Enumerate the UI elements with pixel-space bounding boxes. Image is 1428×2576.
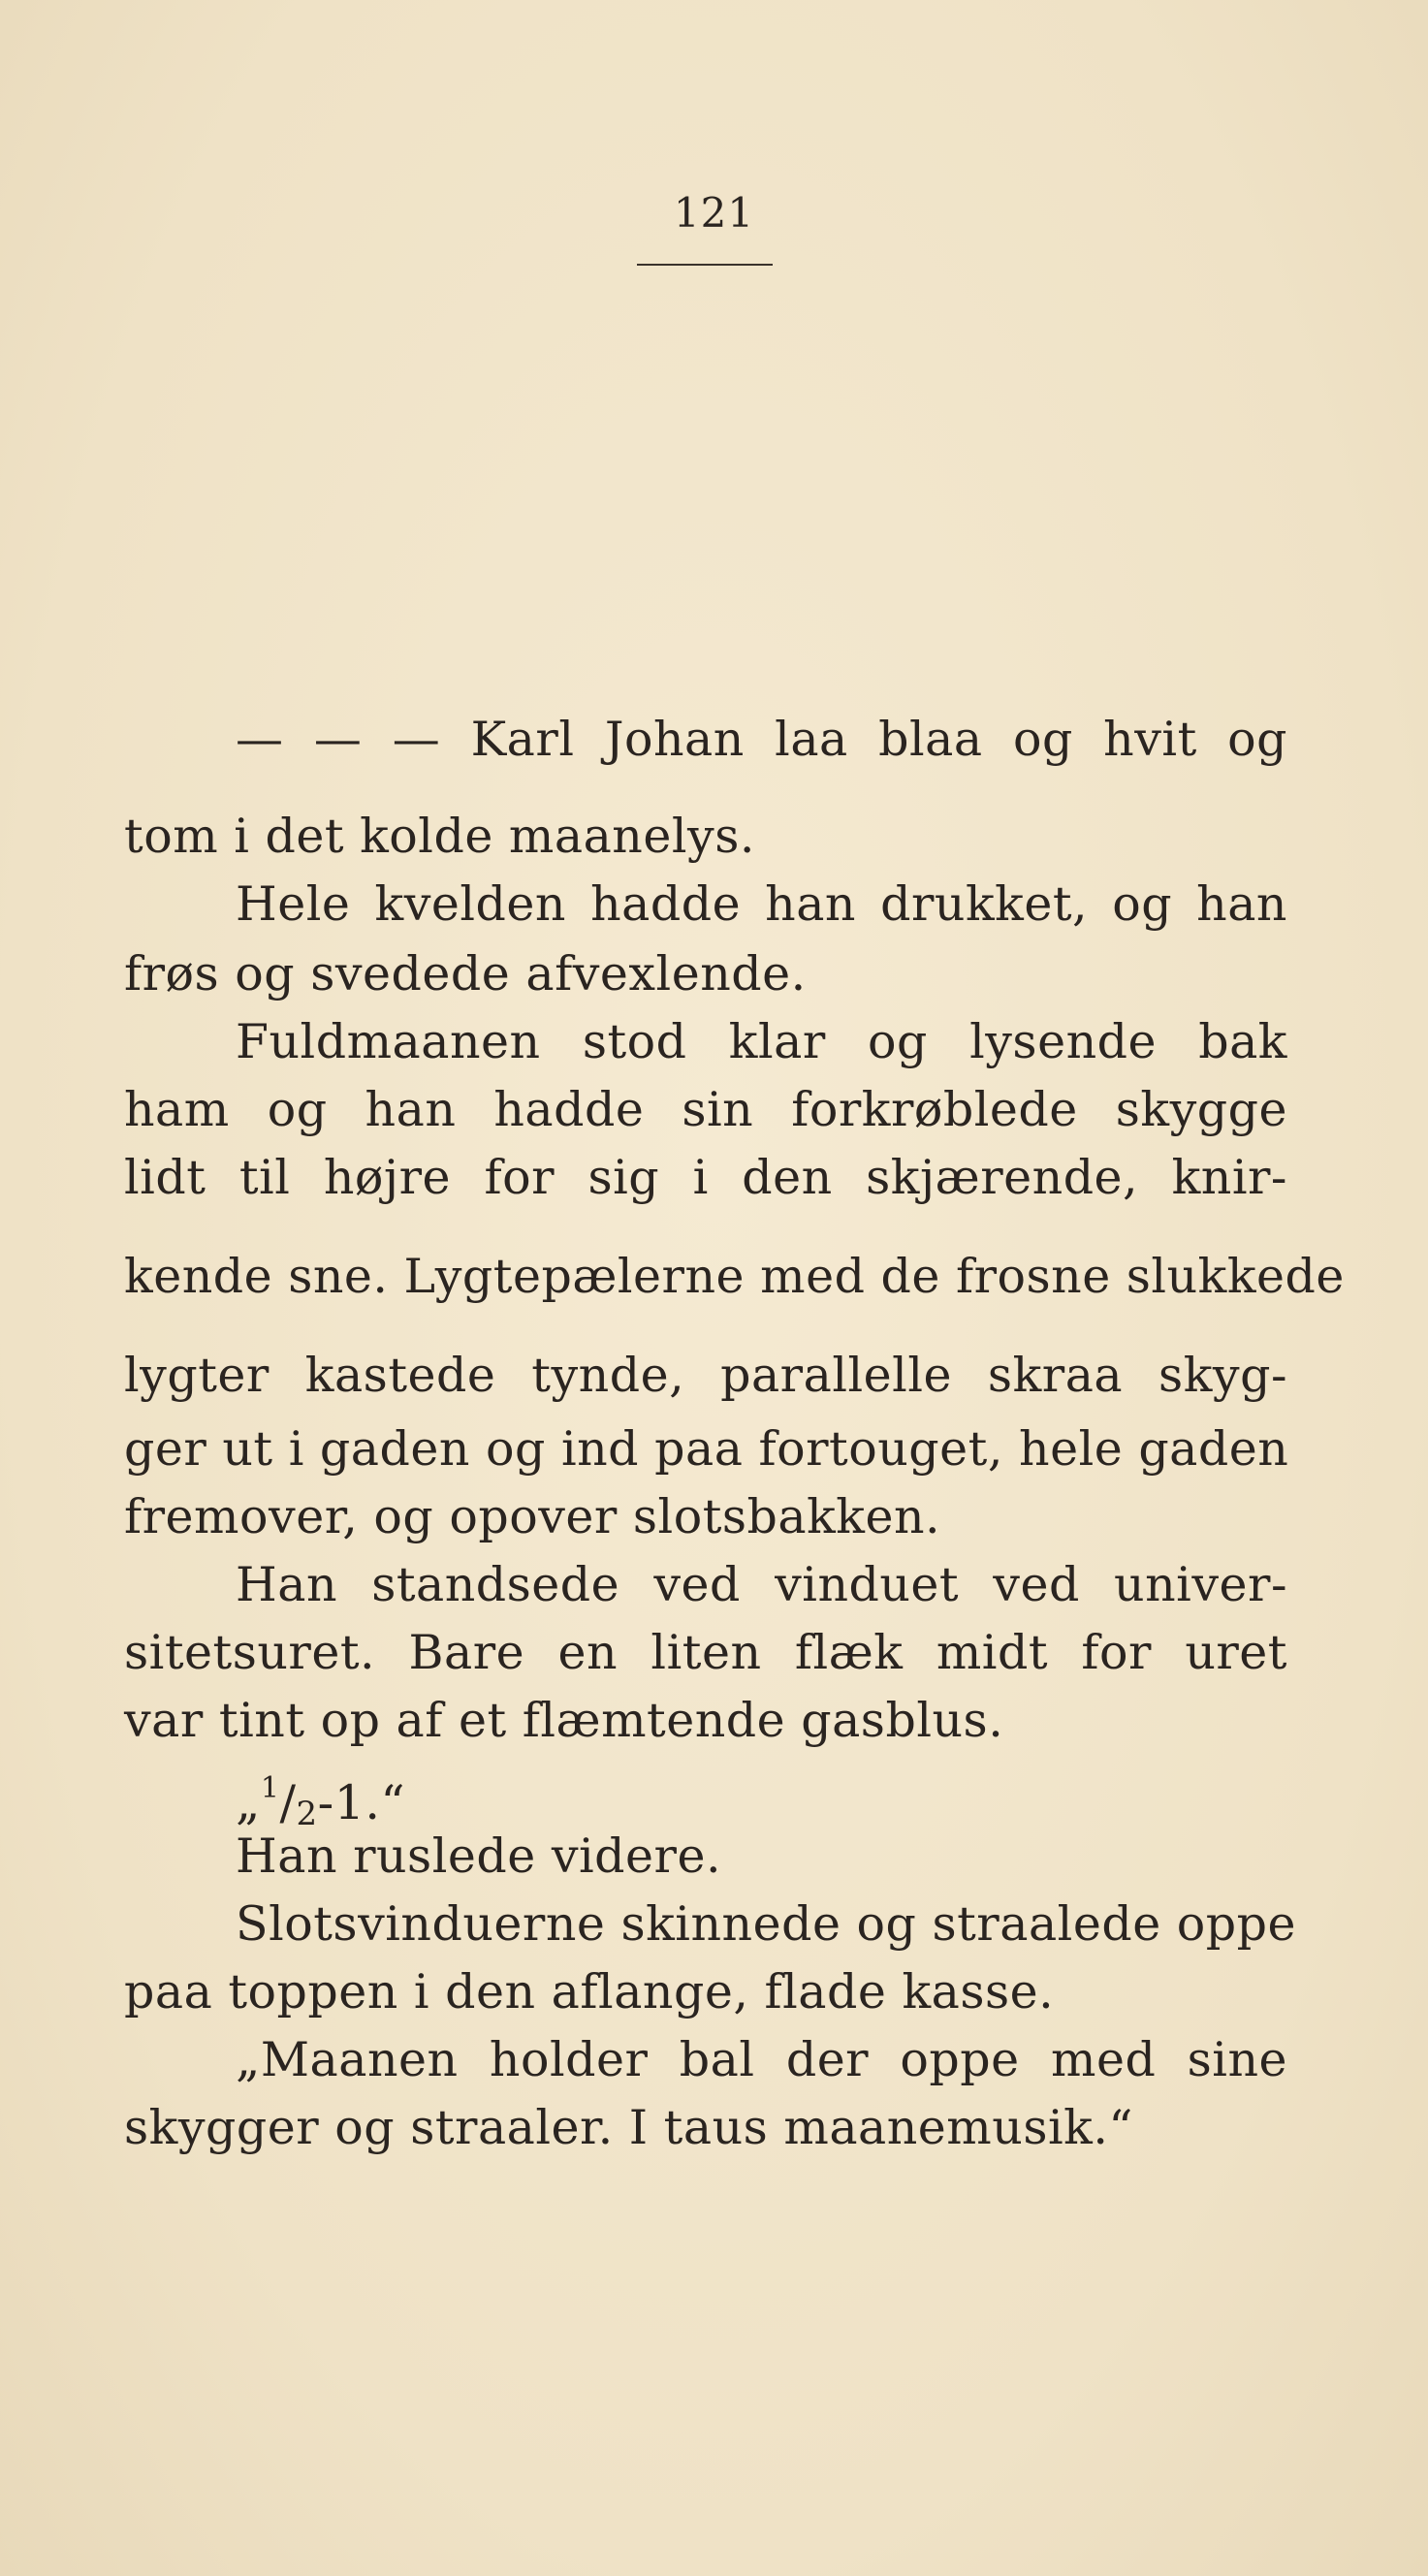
page-number: 121 [673, 189, 755, 237]
quote-open: „ [236, 1775, 261, 1830]
text-line: ger ut i gaden og ind paa fortouget, hele gaden [124, 1421, 1289, 1477]
text-line: skygger og straaler. I taus maanemusik.“ [124, 2100, 1133, 2155]
text-line: Han ruslede videre. [236, 1829, 722, 1884]
quote-close: “ [380, 1775, 406, 1830]
time-quote [236, 1755, 817, 1833]
text-line: tom i det kolde maanelys. [124, 809, 755, 864]
text-line: Fuldmaanen stod klar og lysende bak [236, 1014, 1287, 1069]
text-line: ham og han hadde sin forkrøblede skygge [124, 1082, 1287, 1137]
fraction-denominator: 2 [296, 1795, 318, 1833]
text-line: var tint op af et flæmtende gasblus. [124, 1693, 1004, 1748]
time-rest: -1. [317, 1775, 381, 1830]
text-line: Hele kvelden hadde han drukket, og han [236, 876, 1287, 932]
text-line: Slotsvinduerne skinnede og straalede oppe [236, 1896, 1297, 1952]
text-line: „Maanen holder bal der oppe med sine [236, 2032, 1287, 2087]
text-line: kende sne. Lygtepælerne med de frosne slukkede [124, 1249, 1345, 1304]
fraction-slash: / [279, 1775, 297, 1830]
page-number-rule [637, 264, 773, 266]
text-line: lidt til højre for sig i den skjærende, knir- [124, 1150, 1287, 1205]
text-line: lygter kastede tynde, parallelle skraa skyg- [124, 1348, 1287, 1403]
text-line: sitetsuret. Bare en liten flæk midt for uret [124, 1625, 1287, 1680]
text-line: frøs og svedede afvexlende. [124, 946, 807, 1002]
text-line: paa toppen i den aflange, flade kasse. [124, 1964, 1055, 2019]
text-line: fremover, og opover slotsbakken. [124, 1489, 941, 1544]
text-line: — — — Karl Johan laa blaa og hvit og [236, 712, 1287, 767]
text-line: Han standsede ved vinduet ved univer- [236, 1557, 1287, 1612]
fraction-numerator: 1 [260, 1771, 280, 1805]
